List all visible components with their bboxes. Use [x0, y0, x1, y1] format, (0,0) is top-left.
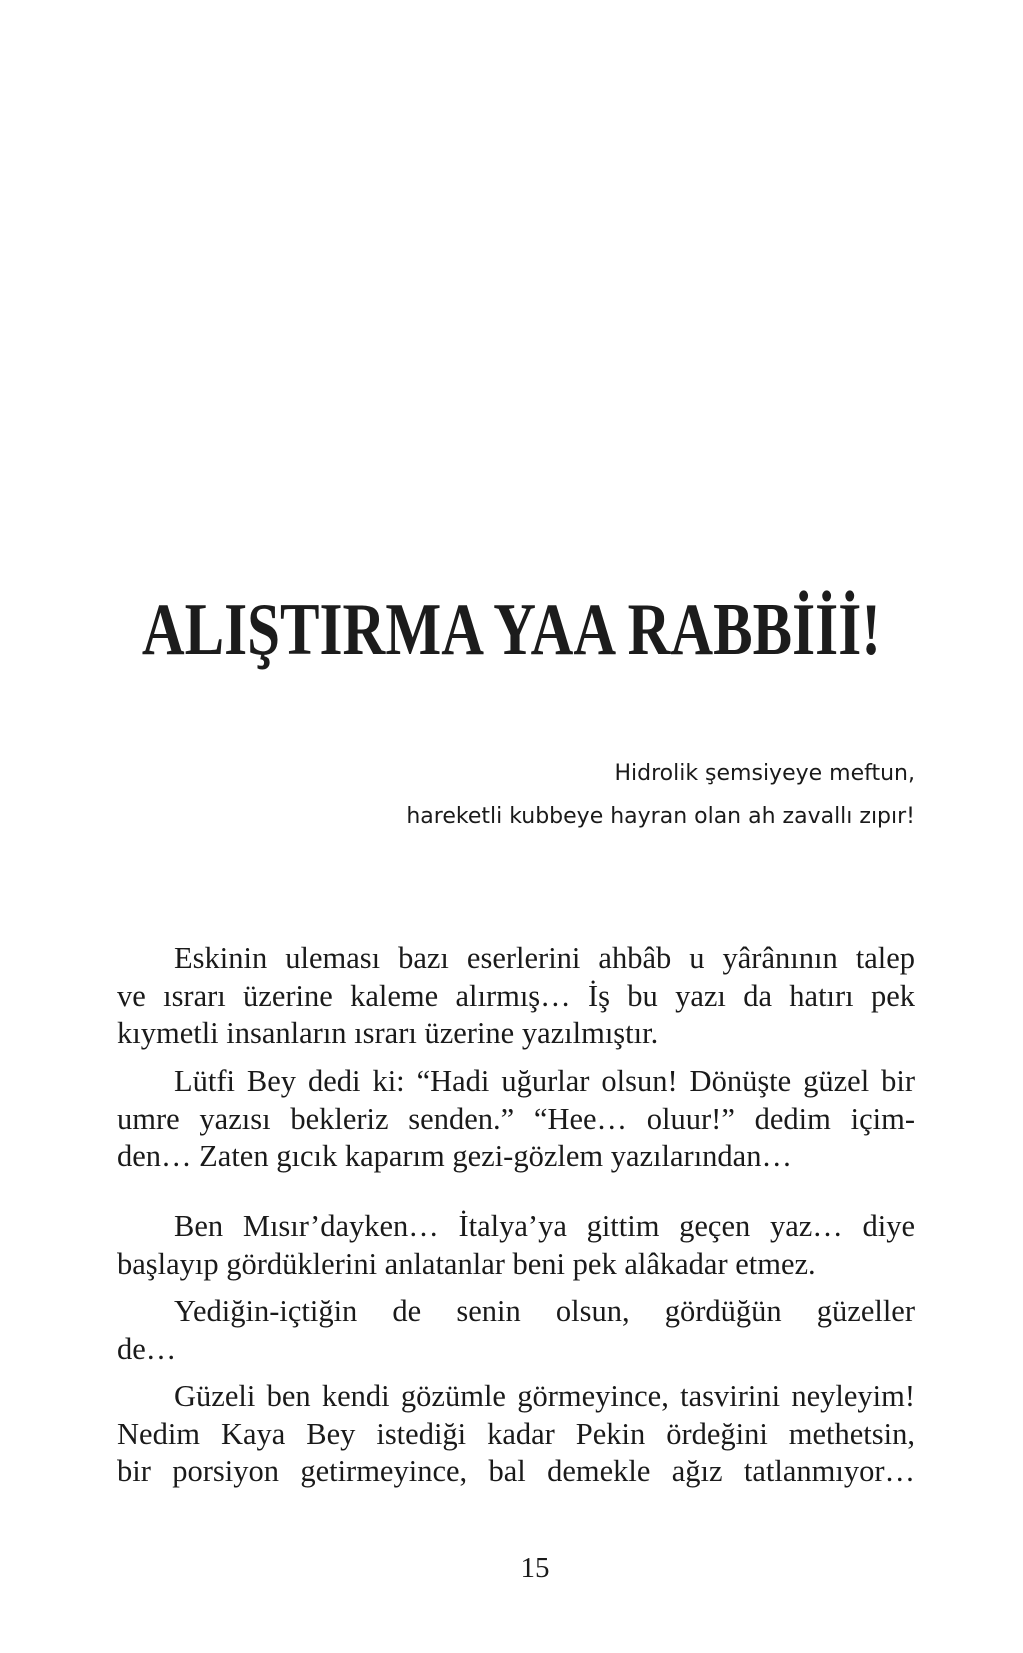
paragraph: [117, 1063, 915, 1176]
text-line: Nedim Kaya Bey istediği kadar Pekin ördeğini methetsin,: [117, 1416, 915, 1451]
text-line: kıymetli insanların ısrarı üzerine yazılmıştır.: [117, 1016, 659, 1050]
text-line: Güzeli ben kendi gözümle görmeyince, tasvirini neyleyim!: [174, 1379, 915, 1413]
text-line: başlayıp gördüklerini anlatanlar beni pek alâkadar etmez.: [117, 1246, 816, 1281]
text-line: Lütfi Bey dedi ki: “Hadi uğurlar olsun! Dönüşte güzel bir: [174, 1064, 915, 1098]
text-line: Eskinin uleması bazı eserlerini ahbâb u yârânının talep: [174, 941, 915, 975]
paragraph: [117, 940, 915, 1053]
paragraph: [117, 1293, 915, 1368]
epigraph: [117, 752, 915, 838]
paragraph: [117, 1208, 915, 1283]
text-line: ve ısrarı üzerine kaleme alırmış… İş bu yazı da hatırı pek: [117, 978, 915, 1013]
text-line: Yediğin-içtiğin de senin olsun, gördüğün güzeller: [174, 1294, 915, 1328]
text-line: den… Zaten gıcık kaparım gezi-gözlem yazılarından…: [117, 1139, 792, 1173]
text-line: bir porsiyon getirmeyince, bal demekle ağız tatlanmıyor…: [117, 1454, 915, 1488]
epigraph-line: Hidrolik şemsiyeye meftun,: [614, 761, 915, 786]
text-line: Ben Mısır’dayken… İtalya’ya gittim geçen yaz… diye: [174, 1209, 915, 1243]
chapter-title: ALIŞTIRMA YAA RABBİİİ!: [141, 589, 881, 671]
text-line: de…: [117, 1331, 177, 1366]
text-line: umre yazısı bekleriz senden.” “Hee… oluur!” dedim içim-: [117, 1101, 915, 1136]
page-number: 15: [520, 1552, 550, 1584]
epigraph-line: hareketli kubbeye hayran olan ah zavallı zıpır!: [406, 804, 915, 829]
paragraph: [117, 1378, 915, 1491]
